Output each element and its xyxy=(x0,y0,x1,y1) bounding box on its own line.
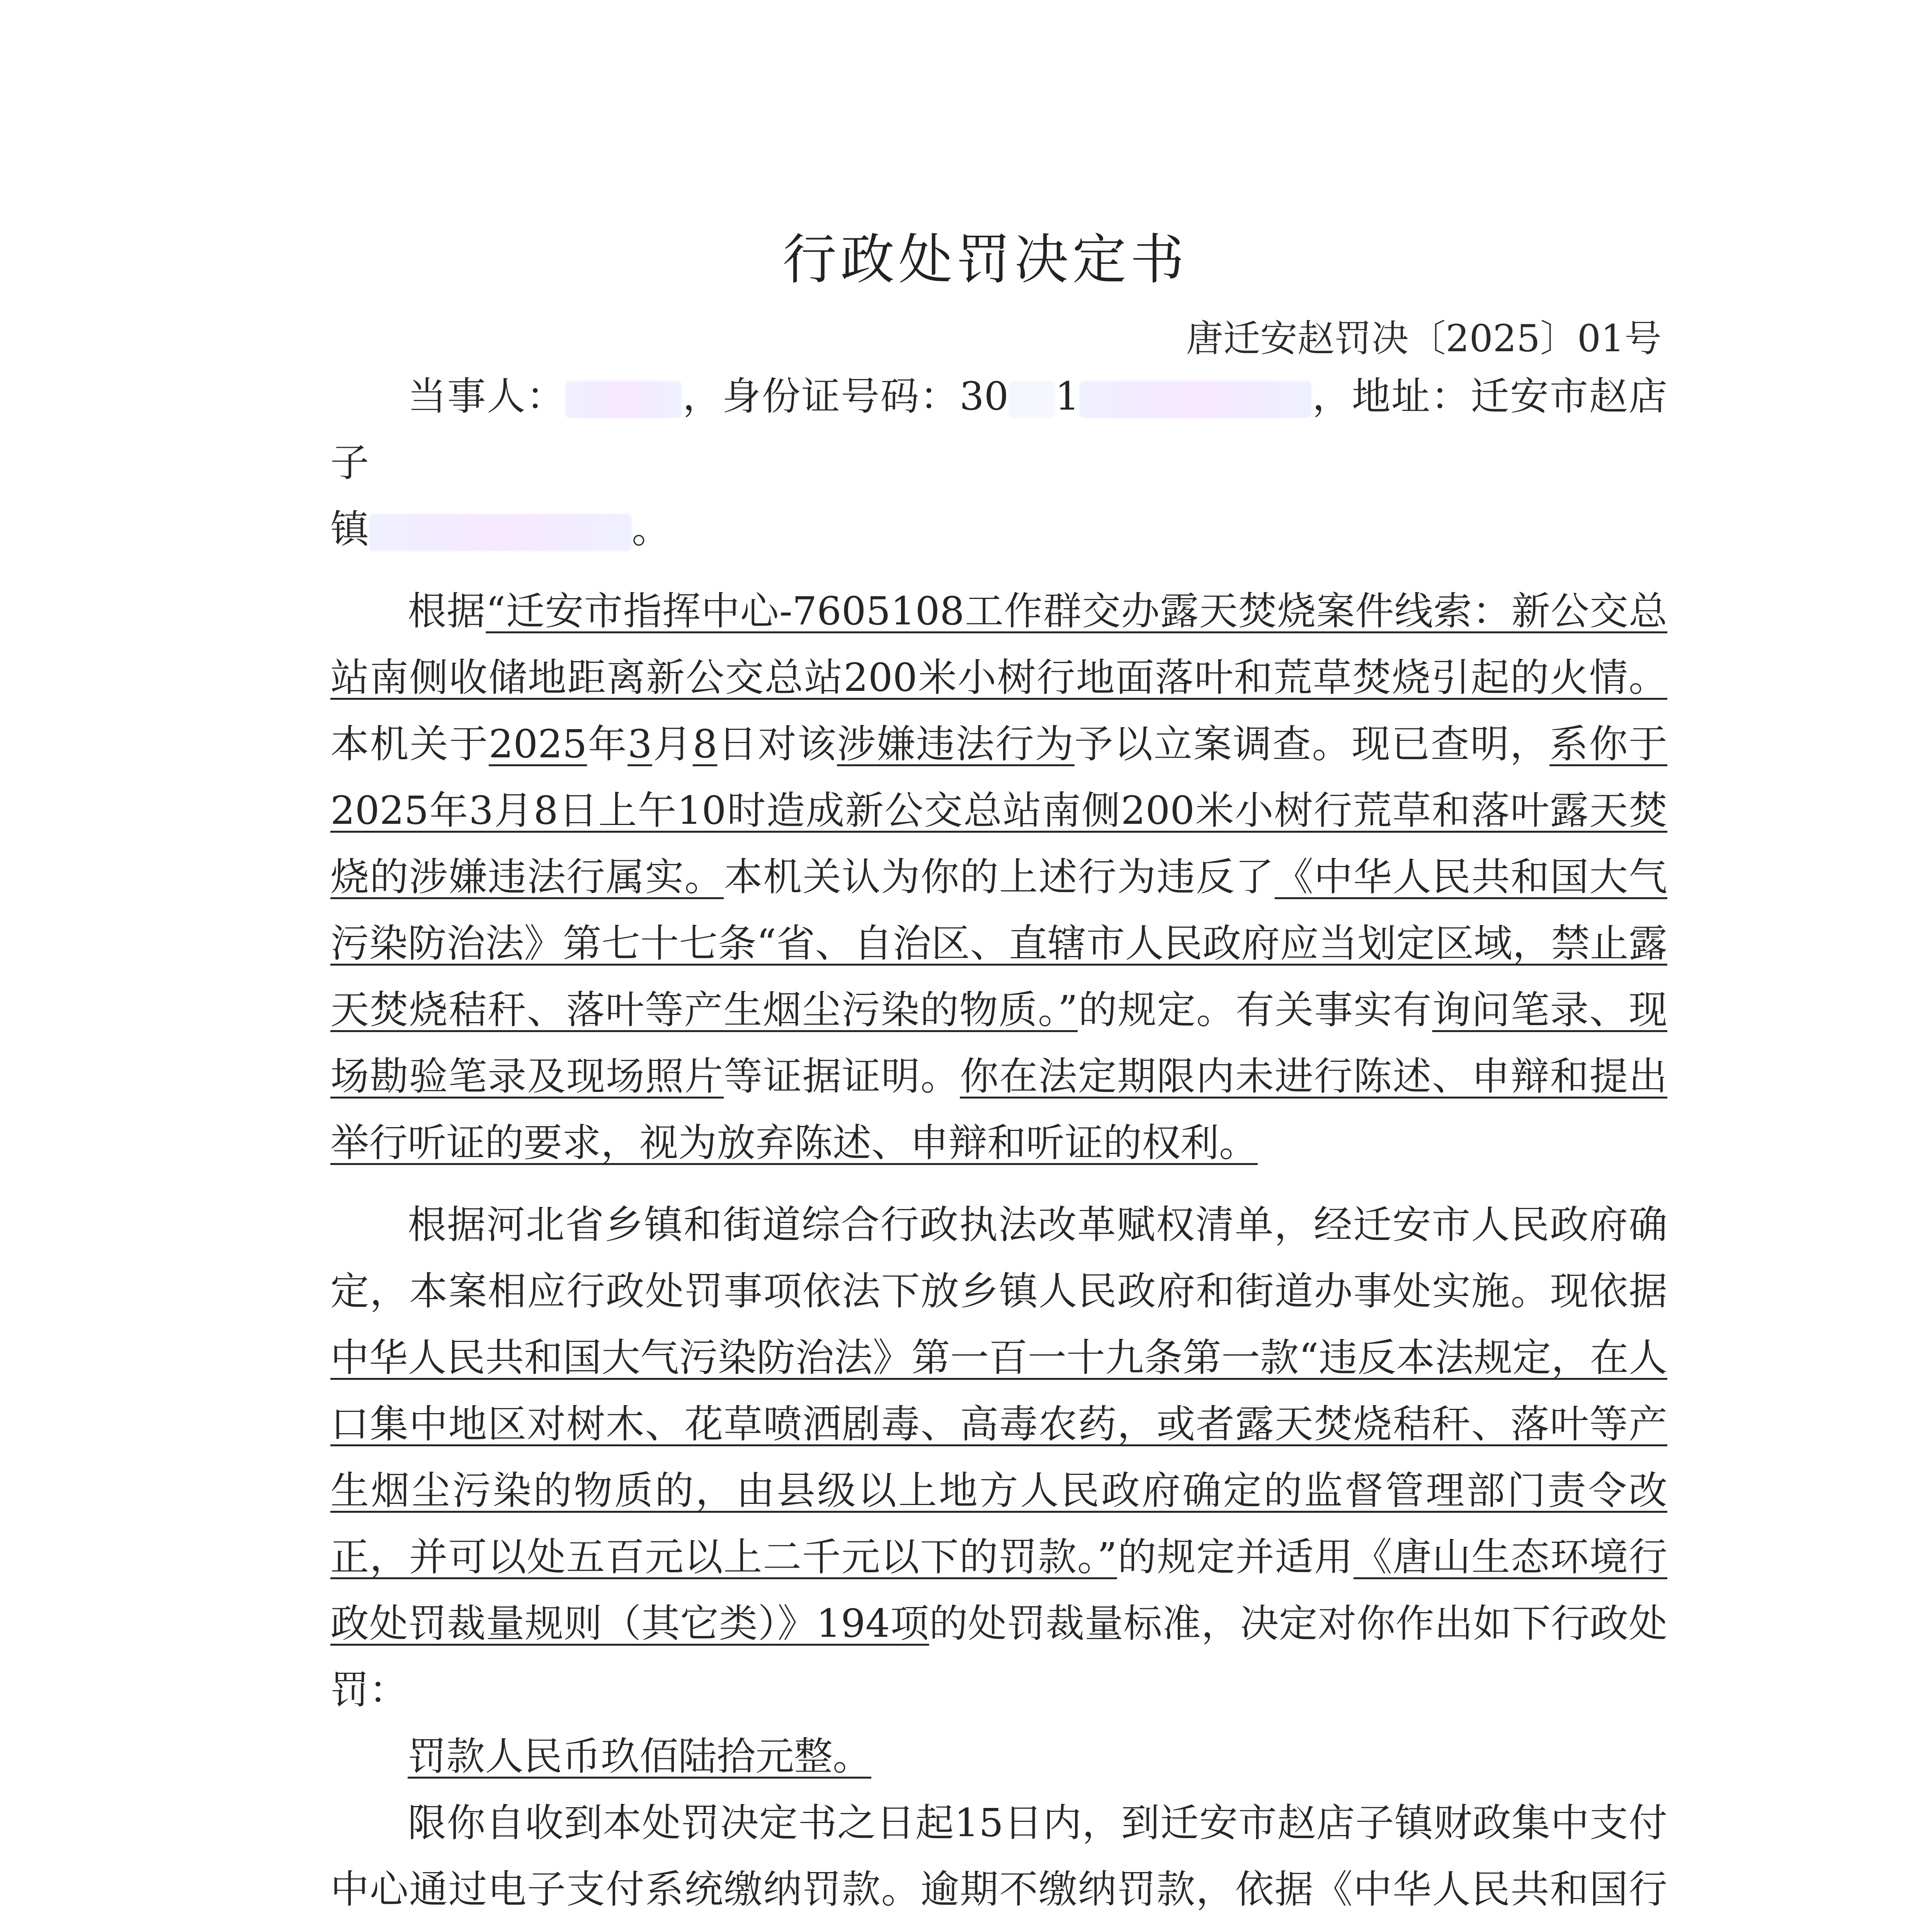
address-suffix: 。 xyxy=(632,507,670,552)
id-mid: 1 xyxy=(1055,374,1080,419)
fine-amount: 罚款人民币玖佰陆拾元整。 xyxy=(408,1734,871,1779)
paragraph-facts xyxy=(330,578,1667,1176)
violated-law: 《中华人民共和国大气污染防治法》第七十七条“省、自治区、直辖市人民政府应当划定区域，禁止露天焚烧秸秆、落叶等产生烟尘污染的物质。” xyxy=(330,854,1668,1032)
id-label: ，身份证号码： xyxy=(682,374,960,419)
document-body xyxy=(330,363,1667,1932)
p1-text: 月 xyxy=(652,721,693,767)
redacted-name xyxy=(566,381,682,418)
address-label: ，地址：迁安市赵店子 xyxy=(330,374,1668,485)
id-prefix: 30 xyxy=(959,374,1009,419)
case-day: 8 xyxy=(692,721,718,767)
p1-text: 本机关于 xyxy=(330,721,489,767)
p1-text: 年 xyxy=(587,721,628,767)
case-year: 2025 xyxy=(488,721,587,767)
party-label: 当事人： xyxy=(408,374,566,419)
redacted-id-part xyxy=(1009,381,1055,418)
p2-text: 的处罚裁量标准，决定对你作出如下行政处罚： xyxy=(330,1601,1667,1713)
case-clue: “迁安市指挥中心-7605108工作群交办露天焚烧案件线索：新公交总站南侧收储地距离新公交总站200米小树行地面落叶和荒草焚烧引起的火情。 xyxy=(330,588,1667,700)
discretion-rule: 《唐山生态环境行政处罚裁量规则（其它类）》194项 xyxy=(330,1534,1668,1646)
p1-text: 根据 xyxy=(408,588,486,634)
paragraph-payment: 限你自收到本处罚决定书之日起15日内，到迁安市赵店子镇财政集中支付中心通过电子支付系统缴纳罚款。逾期不缴纳罚款，依据《中华人民共和国行 xyxy=(330,1800,1667,1912)
p1-text: 日对该 xyxy=(717,721,837,767)
evidence: 询问笔录、现场勘验笔录及现场照片 xyxy=(330,987,1668,1099)
party-info xyxy=(330,363,1667,496)
waiver: 你在法定期限内未进行陈述、申辩和提出举行听证的要求，视为放弃陈述、申辩和听证的权利。 xyxy=(330,1054,1668,1165)
case-fact: 系你于2025年3月8日上午10时造成新公交总站南侧200米小树行荒草和落叶露天焚烧的涉嫌违法行属实。 xyxy=(330,721,1667,900)
document-title: 行政处罚决定书 xyxy=(782,228,1188,291)
p2-text: 的规定并适用 xyxy=(1117,1534,1354,1580)
p1-text: 的规定。有关事实有 xyxy=(1078,987,1432,1032)
case-month: 3 xyxy=(628,721,652,767)
redacted-id xyxy=(1080,381,1311,418)
p1-text: 等证据证明。 xyxy=(724,1054,960,1099)
p2-text: 根据河北省乡镇和街道综合行政执法改革赋权清单，经迁安市人民政府确定，本案相应行政处罚事项依法下放乡镇人民政府和街道办事处实施。现依据 xyxy=(330,1202,1667,1314)
paragraph-basis xyxy=(330,1192,1667,1723)
paragraph-fine xyxy=(330,1723,1667,1790)
p1-text: 予以立案调查。现已查明， xyxy=(1074,721,1550,767)
penalty-law: 中华人民共和国大气污染防治法》第一百一十九条第一款“违反本法规定，在人口集中地区对树木、花草喷洒剧毒、高毒农药，或者露天焚烧秸秆、落叶等产生烟尘污染的物质的，由县级以上地方人民政府确定的监督管理部门责令改正，并可以处五百元以上二千元以下的罚款。” xyxy=(330,1335,1667,1580)
p1-text: 本机关认为你的上述行为违反了 xyxy=(724,854,1275,900)
document-number: 唐迁安赵罚决〔2025〕01号 xyxy=(1186,317,1662,360)
address-prefix: 镇 xyxy=(330,507,369,552)
redacted-address xyxy=(369,514,632,551)
case-type: 涉嫌违法行为 xyxy=(837,721,1075,767)
address-line xyxy=(330,496,1667,563)
